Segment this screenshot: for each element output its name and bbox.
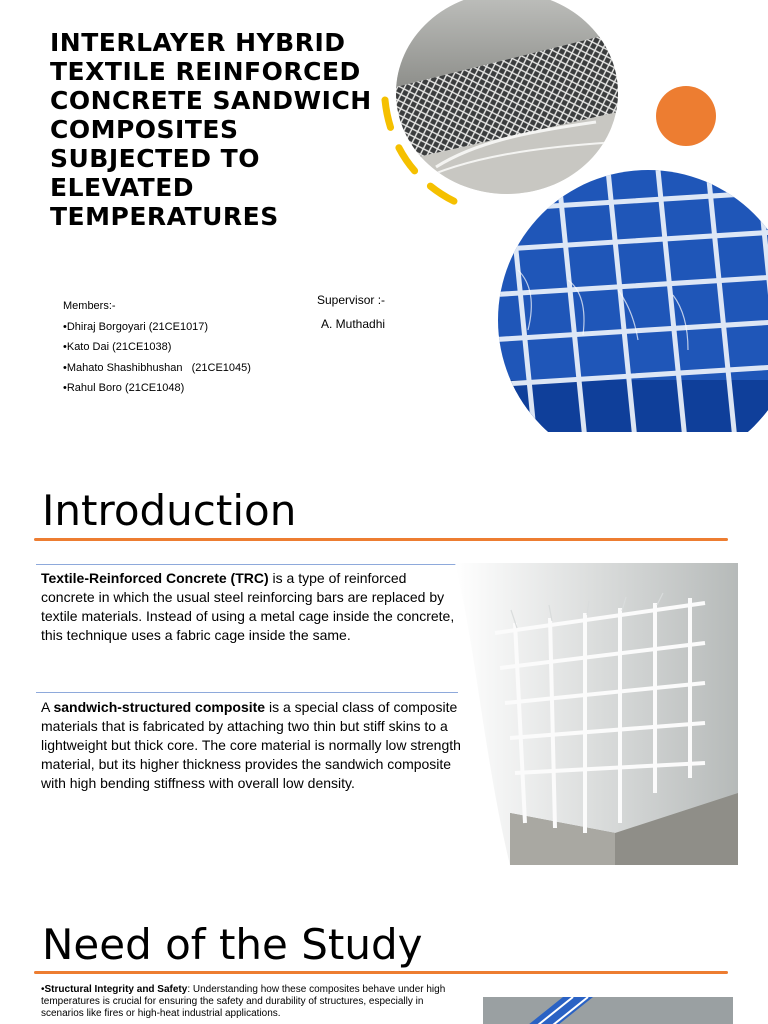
sandwich-lead: A bbox=[41, 699, 54, 715]
need-bullet bbox=[41, 984, 446, 1020]
title-slide bbox=[0, 0, 768, 432]
textile-cage-photo bbox=[455, 563, 738, 865]
members-list bbox=[63, 296, 251, 399]
bullet-icon: • bbox=[41, 984, 45, 995]
heading-divider bbox=[34, 971, 728, 974]
introduction-heading: Introduction bbox=[42, 486, 297, 535]
presentation-title: INTERLAYER HYBRID TEXTILE REINFORCED CONCRETE SANDWICH COMPOSITES SUBJECTED TO ELEVATED TEMPERATURES bbox=[50, 28, 372, 231]
textile-grid-photo bbox=[498, 170, 768, 432]
trc-term: Textile-Reinforced Concrete (TRC) bbox=[41, 570, 269, 586]
heading-divider bbox=[34, 538, 728, 541]
trc-definition: is a type of reinforced concrete in which the usual steel reinforcing bars are replaced by textile materials. Instead of using a metal cage inside the concrete, this technique uses a fabric cage inside the same. bbox=[41, 570, 455, 643]
sandwich-definition: is a special class of composite materials that is fabricated by attaching two thin but stiff skins to a lightweight but thick core. The core material is normally low strength material, but its higher thickness provides the sandwich composite with high bending stiffness with overall low density. bbox=[41, 699, 461, 791]
member-item: •Kato Dai (21CE1038) bbox=[63, 341, 172, 353]
member-item: •Dhiraj Borgoyari (21CE1017) bbox=[63, 320, 209, 333]
sandwich-term: sandwich-structured composite bbox=[53, 699, 266, 715]
section-rule bbox=[36, 692, 458, 693]
decorative-orange-dot bbox=[656, 86, 716, 146]
member-item: •Rahul Boro (21CE1048) bbox=[63, 382, 185, 394]
trc-paragraph bbox=[41, 569, 461, 645]
members-heading: Members:- bbox=[63, 300, 116, 312]
need-of-study-heading: Need of the Study bbox=[42, 920, 423, 969]
supervisor-block bbox=[317, 288, 385, 336]
sandwich-paragraph bbox=[41, 698, 461, 793]
member-item: •Mahato Shashibhushan (21CE1045) bbox=[63, 361, 251, 374]
bullet-text: : Understanding how these composites behave under high temperatures is crucial for ensuring the safety and durability of structures, especially in scenarios like fires or high-heat industrial applications. bbox=[41, 984, 446, 1019]
study-photo bbox=[483, 997, 733, 1024]
supervisor-heading: Supervisor :- bbox=[317, 293, 386, 307]
section-rule bbox=[36, 564, 458, 565]
introduction-slide bbox=[0, 448, 768, 880]
bullet-term: Structural Integrity and Safety bbox=[44, 984, 188, 995]
need-of-study-slide bbox=[0, 896, 768, 1024]
supervisor-name: A. Muthadhi bbox=[321, 317, 386, 331]
